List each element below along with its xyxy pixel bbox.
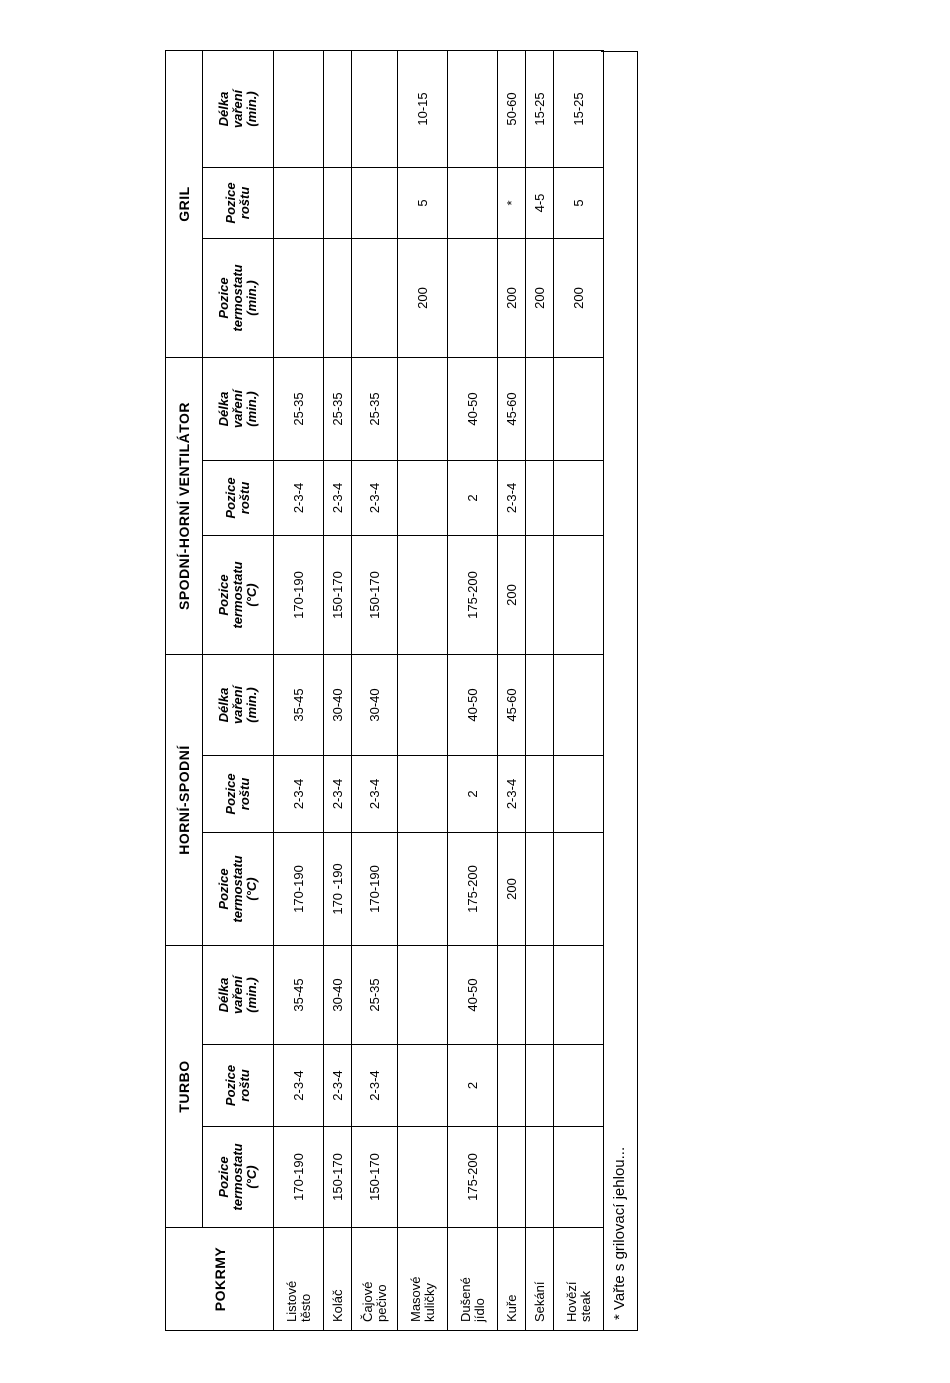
value-cell [398,357,448,460]
table-row [324,50,352,1330]
value-cell [324,167,352,238]
value-cell: 45-60 [498,654,526,755]
value-cell: 2-3-4 [274,755,324,832]
value-cell [274,238,324,357]
value-cell [398,460,448,535]
sub-header-line: (min.) [244,280,259,316]
sub-header-thermo-min [203,238,274,357]
value-cell [352,167,398,238]
food-name-line: těsto [297,1293,313,1322]
value-cell: 170-190 [274,1127,324,1228]
value-cell: 2-3-4 [498,755,526,832]
value-cell: 25-35 [352,357,398,460]
sub-header-line: Pozice [216,277,231,319]
value-cell: 30-40 [324,654,352,755]
value-cell [526,654,554,755]
value-cell: 35-45 [274,654,324,755]
value-cell [526,1045,554,1127]
food-name-line: Hovězí [563,1281,579,1322]
value-cell: 25-35 [352,945,398,1044]
sub-header-rack [203,1045,274,1127]
table-body [274,50,604,1330]
table-row [448,50,498,1330]
value-cell [398,1127,448,1228]
food-name-cell [352,1228,398,1331]
value-cell: 200 [498,535,526,654]
value-cell [526,832,554,945]
food-name-line: Kuře [503,1294,519,1322]
value-cell [554,755,604,832]
sub-header-row [203,50,274,1330]
value-cell: 150-170 [324,1127,352,1228]
value-cell: 2-3-4 [352,755,398,832]
sub-header-thermo-c [203,1127,274,1228]
value-cell: 150-170 [352,535,398,654]
value-cell: 5 [398,167,448,238]
value-cell [498,945,526,1044]
food-header: POKRMY [166,1228,274,1331]
sub-header-line: roštu [237,1069,252,1102]
sub-header-line: vaření [230,89,245,129]
sub-header-time [203,945,274,1044]
value-cell: 2-3-4 [324,460,352,535]
sub-header-line: vaření [230,685,245,725]
value-cell [274,167,324,238]
value-cell [498,1127,526,1228]
food-name-line: jídlo [471,1298,487,1322]
sub-header-line: (°C) [244,1165,259,1189]
value-cell [554,945,604,1044]
sub-header-rack [203,167,274,238]
value-cell [398,945,448,1044]
value-cell: 30-40 [352,654,398,755]
value-cell [324,50,352,167]
food-name-line: Koláč [329,1289,345,1322]
value-cell [324,238,352,357]
food-name-cell [498,1228,526,1331]
group-turbo: TURBO [166,945,203,1227]
sub-header-line: Délka [216,977,231,1013]
value-cell: 15-25 [554,50,604,167]
value-cell: 45-60 [498,357,526,460]
food-name-line: pečivo [373,1284,389,1322]
sub-header-line: termostatu [230,855,245,923]
sub-header-line: Pozice [216,868,231,910]
sub-header-line: Pozice [216,574,231,616]
sub-header-line: termostatu [230,561,245,629]
sub-header-time [203,357,274,460]
value-cell [498,1045,526,1127]
value-cell: 15-25 [526,50,554,167]
value-cell: 40-50 [448,945,498,1044]
value-cell: 25-35 [274,357,324,460]
value-cell: 2-3-4 [352,1045,398,1127]
value-cell: 35-45 [274,945,324,1044]
food-name-line: Listové [283,1280,299,1322]
value-cell [554,357,604,460]
food-name-cell [554,1228,604,1331]
value-cell: 150-170 [352,1127,398,1228]
value-cell [526,535,554,654]
value-cell: 200 [498,238,526,357]
sub-header-time [203,654,274,755]
food-name-cell [274,1228,324,1331]
table-row [526,50,554,1330]
value-cell: 2 [448,755,498,832]
value-cell: 2 [448,1045,498,1127]
value-cell: 175-200 [448,535,498,654]
sub-header-line: Pozice [223,477,238,519]
value-cell: 2 [448,460,498,535]
food-name-line: Dušené [457,1277,473,1322]
table-row [274,50,324,1330]
sub-header-line: Pozice [223,1064,238,1107]
value-cell [398,1045,448,1127]
value-cell: 170-190 [274,535,324,654]
sub-header-line: vaření [230,975,245,1015]
sub-header-line: (°C) [244,583,259,607]
value-cell [448,238,498,357]
value-cell [274,50,324,167]
value-cell: 2-3-4 [498,460,526,535]
sub-header-line: roštu [237,186,252,220]
value-cell: 2-3-4 [274,460,324,535]
value-cell [526,460,554,535]
value-cell [398,535,448,654]
value-cell [526,755,554,832]
group-top-bottom: HORNÍ-SPODNÍ [166,654,203,945]
value-cell [554,1045,604,1127]
sub-header-line: (°C) [244,877,259,901]
sub-header-line: Pozice [216,1156,231,1198]
value-cell: 200 [398,238,448,357]
value-cell [554,832,604,945]
value-cell [554,1127,604,1228]
value-cell: 200 [554,238,604,357]
food-name-line: steak [577,1290,593,1322]
food-name-line: kuličky [421,1282,437,1322]
value-cell: 175-200 [448,832,498,945]
sub-header-line: roštu [237,481,252,515]
rotated-page [165,51,639,1331]
sub-header-thermo-c [203,535,274,654]
food-name-cell [526,1228,554,1331]
table-row [498,50,526,1330]
value-cell: 40-50 [448,357,498,460]
sub-header-thermo-c [203,832,274,945]
sub-header-line: termostatu [230,1143,245,1211]
value-cell: 170 -190 [324,832,352,945]
value-cell: 10-15 [398,50,448,167]
sub-header-line: Délka [216,391,231,427]
sub-header-line: roštu [237,777,252,811]
sub-header-time [203,50,274,167]
sub-header-line: termostatu [230,264,245,332]
table-row [352,50,398,1330]
sub-header-rack [203,460,274,535]
value-cell: 170-190 [352,832,398,945]
value-cell: 5 [554,167,604,238]
value-cell: 2-3-4 [352,460,398,535]
value-cell [526,357,554,460]
food-name-line: Sekání [531,1281,547,1322]
food-name-line: Čajové [359,1281,375,1322]
value-cell: 2-3-4 [274,1045,324,1127]
value-cell: * [498,167,526,238]
sub-header-line: (min.) [244,91,259,127]
table-row [398,50,448,1330]
value-cell [352,50,398,167]
group-grill: GRIL [166,50,203,357]
value-cell: 30-40 [324,945,352,1044]
sub-header-line: vaření [230,389,245,429]
sub-header-line: (min.) [244,687,259,723]
value-cell: 2-3-4 [324,1045,352,1127]
sub-header-rack [203,755,274,832]
food-name-cell [448,1228,498,1331]
sub-header-line: (min.) [244,391,259,427]
sub-header-line: Délka [216,687,231,723]
food-name-cell [398,1228,448,1331]
value-cell [554,535,604,654]
value-cell [352,238,398,357]
sub-header-line: Délka [216,91,231,127]
table-row [554,50,604,1330]
value-cell [448,167,498,238]
value-cell: 2-3-4 [324,755,352,832]
group-bottom-top-fan: SPODNÍ-HORNÍ VENTILÁTOR [166,357,203,654]
value-cell: 150-170 [324,535,352,654]
footnote: * Vařte s grilovací jehlou... [601,51,638,1331]
value-cell [398,755,448,832]
food-name-cell [324,1228,352,1331]
value-cell: 4-5 [526,167,554,238]
value-cell: 40-50 [448,654,498,755]
cooking-table [165,50,604,1331]
value-cell: 25-35 [324,357,352,460]
value-cell [526,1127,554,1228]
food-name-line: Masové [407,1276,423,1322]
value-cell: 175-200 [448,1127,498,1228]
sub-header-line: (min.) [244,977,259,1013]
value-cell [554,654,604,755]
value-cell: 170-190 [274,832,324,945]
sub-header-line: Pozice [223,773,238,815]
value-cell: 200 [498,832,526,945]
value-cell [526,945,554,1044]
value-cell [448,50,498,167]
sub-header-line: Pozice [223,182,238,224]
value-cell [398,832,448,945]
value-cell [398,654,448,755]
value-cell [554,460,604,535]
value-cell: 50-60 [498,50,526,167]
value-cell: 200 [526,238,554,357]
